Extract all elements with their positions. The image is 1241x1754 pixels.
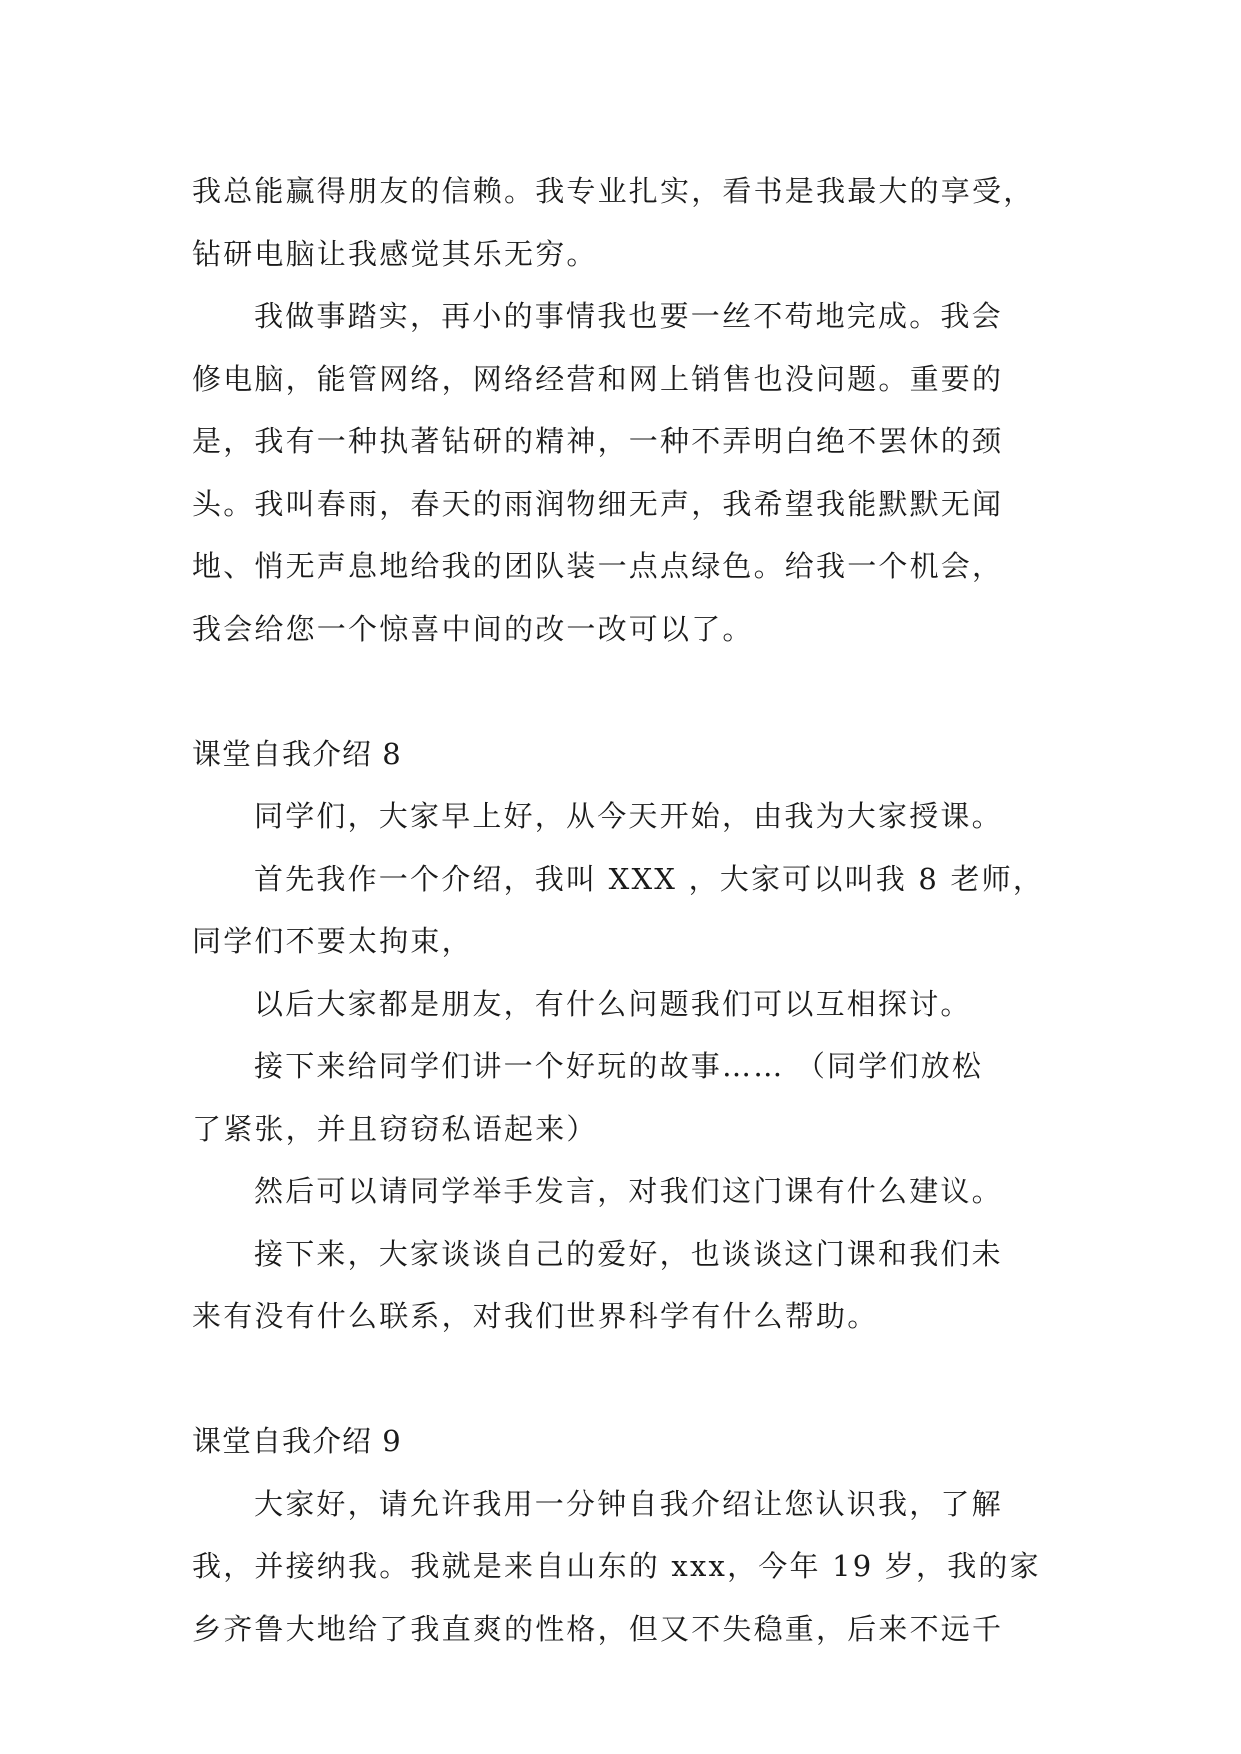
section-spacer — [192, 1348, 1052, 1411]
section-8 — [192, 723, 1052, 1348]
text-line: 我，并接纳我。我就是来自山东的 xxx，今年 19 岁，我的家 — [192, 1549, 1041, 1583]
text-line: 同学们，大家早上好，从今天开始，由我为大家授课。 — [254, 799, 1003, 833]
section-heading: 课堂自我介绍 9 — [192, 1424, 402, 1458]
text-line: 钻研电脑让我感觉其乐无穷。 — [192, 236, 598, 271]
text-line: 是，我有一种执著钻研的精神，一种不弄明白绝不罢休的颈 — [192, 424, 1004, 458]
text-line: 修电脑，能管网络，网络经营和网上销售也没问题。重要的 — [192, 361, 1004, 396]
text-line: 来有没有什么联系，对我们世界科学有什么帮助。 — [192, 1299, 879, 1333]
paragraph-work-attitude — [192, 285, 1052, 660]
section-heading: 课堂自我介绍 8 — [192, 736, 402, 771]
text-line: 我会给您一个惊喜中间的改一改可以了。 — [192, 611, 754, 646]
text-line: 大家好，请允许我用一分钟自我介绍让您认识我，了解 — [254, 1486, 1003, 1521]
document-body — [192, 160, 1052, 1660]
text-line: 然后可以请同学举手发言，对我们这门课有什么建议。 — [254, 1174, 1003, 1208]
text-line: 我总能赢得朋友的信赖。我专业扎实，看书是我最大的享受， — [192, 174, 1035, 208]
section-spacer — [192, 660, 1052, 723]
text-line: 接下来给同学们讲一个好玩的故事…… （同学们放松 — [254, 1049, 984, 1083]
text-line: 以后大家都是朋友，有什么问题我们可以互相探讨。 — [254, 986, 972, 1021]
text-line: 接下来，大家谈谈自己的爱好，也谈谈这门课和我们未 — [254, 1236, 1003, 1271]
text-line: 首先我作一个介绍，我叫 XXX ，大家可以叫我 8 老师， — [254, 861, 1045, 896]
text-line: 地、悄无声息地给我的团队装一点点绿色。给我一个机会， — [192, 549, 1004, 583]
text-line: 同学们不要太拘束， — [192, 924, 473, 958]
text-line: 了紧张，并且窃窃私语起来） — [192, 1111, 598, 1146]
text-line: 乡齐鲁大地给了我直爽的性格，但又不失稳重，后来不远千 — [192, 1611, 1004, 1646]
text-line: 头。我叫春雨，春天的雨润物细无声，我希望我能默默无闻 — [192, 486, 1004, 521]
section-9 — [192, 1410, 1052, 1660]
text-line: 我做事踏实，再小的事情我也要一丝不苟地完成。我会 — [254, 299, 1003, 333]
paragraph-intro-continuation — [192, 160, 1052, 285]
